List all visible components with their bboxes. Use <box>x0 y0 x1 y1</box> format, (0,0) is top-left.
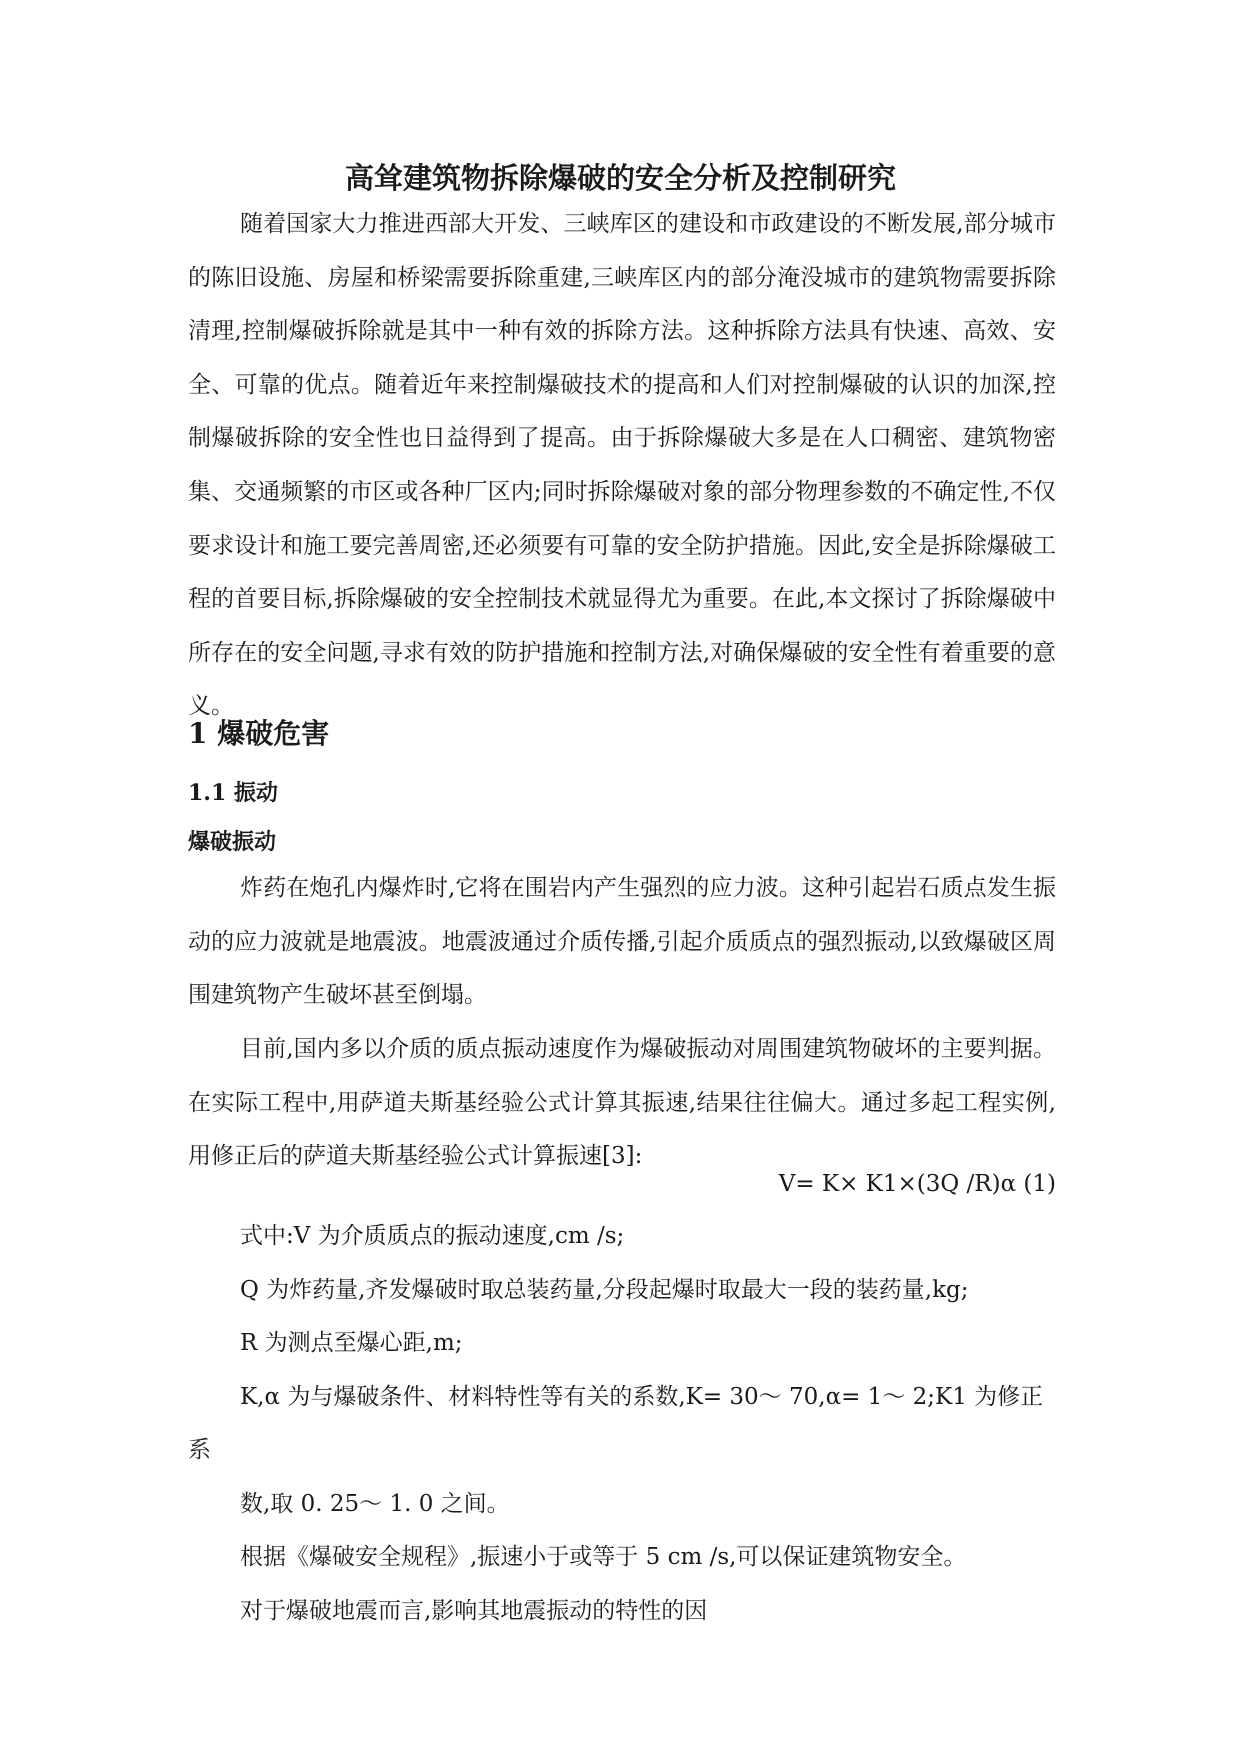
document-title: 高耸建筑物拆除爆破的安全分析及控制研究 <box>344 161 896 195</box>
definition-k-line2: 系 <box>188 1437 211 1463</box>
definition-r: R 为测点至爆心距,m; <box>240 1330 463 1356</box>
vibration-criterion-paragraph: 目前,国内多以介质的质点振动速度作为爆破振动对周围建筑物破坏的主要判据。在实际工程中,用萨道夫斯基经验公式计算其振速,结果往往偏大。通过多起工程实例,用修正后的萨道夫斯基经验公式计算振速[3]: <box>188 1036 1056 1170</box>
sub-subsection-heading: 爆破振动 <box>188 829 277 855</box>
definition-v: 式中:V 为介质质点的振动速度,cm /s; <box>240 1223 625 1249</box>
intro-paragraph: 随着国家大力推进西部大开发、三峡库区的建设和市政建设的不断发展,部分城市的陈旧设施、房屋和桥梁需要拆除重建,三峡库区内的部分淹没城市的建筑物需要拆除清理,控制爆破拆除就是其中一种有效的拆除方法。这种拆除方法具有快速、高效、安全、可靠的优点。随着近年来控制爆破技术的提高和人们对控制爆破的认识的加深,控制爆破拆除的安全性也日益得到了提高。由于拆除爆破大多是在人口稠密、建筑物密集、交通频繁的市区或各种厂区内;同时拆除爆破对象的部分物理参数的不确定性,不仅要求设计和施工要完善周密,还必须要有可靠的安全防护措施。因此,安全是拆除爆破工程的首要目标,拆除爆破的安全控制技术就显得尤为重要。在此,本文探讨了拆除爆破中所存在的安全问题,寻求有效的防护措施和控制方法,对确保爆破的安全性有着重要的意义。 <box>188 211 1056 720</box>
definition-q: Q 为炸药量,齐发爆破时取总装药量,分段起爆时取最大一段的装药量,kg; <box>240 1277 969 1303</box>
definition-k-line1: K,α 为与爆破条件、材料特性等有关的系数,K= 30～ 70,α= 1～ 2;K1 为修正 <box>240 1384 1044 1410</box>
safety-rule-line: 根据《爆破安全规程》,振速小于或等于 5 cm /s,可以保证建筑物安全。 <box>240 1544 967 1570</box>
subsection-heading: 1.1 振动 <box>188 780 278 806</box>
definition-k-line3: 数,取 0. 25～ 1. 0 之间。 <box>240 1491 510 1517</box>
blast-vibration-paragraph: 炸药在炮孔内爆炸时,它将在围岩内产生强烈的应力波。这种引起岩石质点发生振动的应力波就是地震波。地震波通过介质传播,引起介质质点的强烈振动,以致爆破区周围建筑物产生破坏甚至倒塌。 <box>188 875 1056 1009</box>
final-line: 对于爆破地震而言,影响其地震振动的特性的因 <box>240 1598 708 1624</box>
sadovsky-formula: V= K× K1×(3Q /R)α (1) <box>778 1171 1056 1197</box>
section-heading: 1 爆破危害 <box>188 717 330 750</box>
